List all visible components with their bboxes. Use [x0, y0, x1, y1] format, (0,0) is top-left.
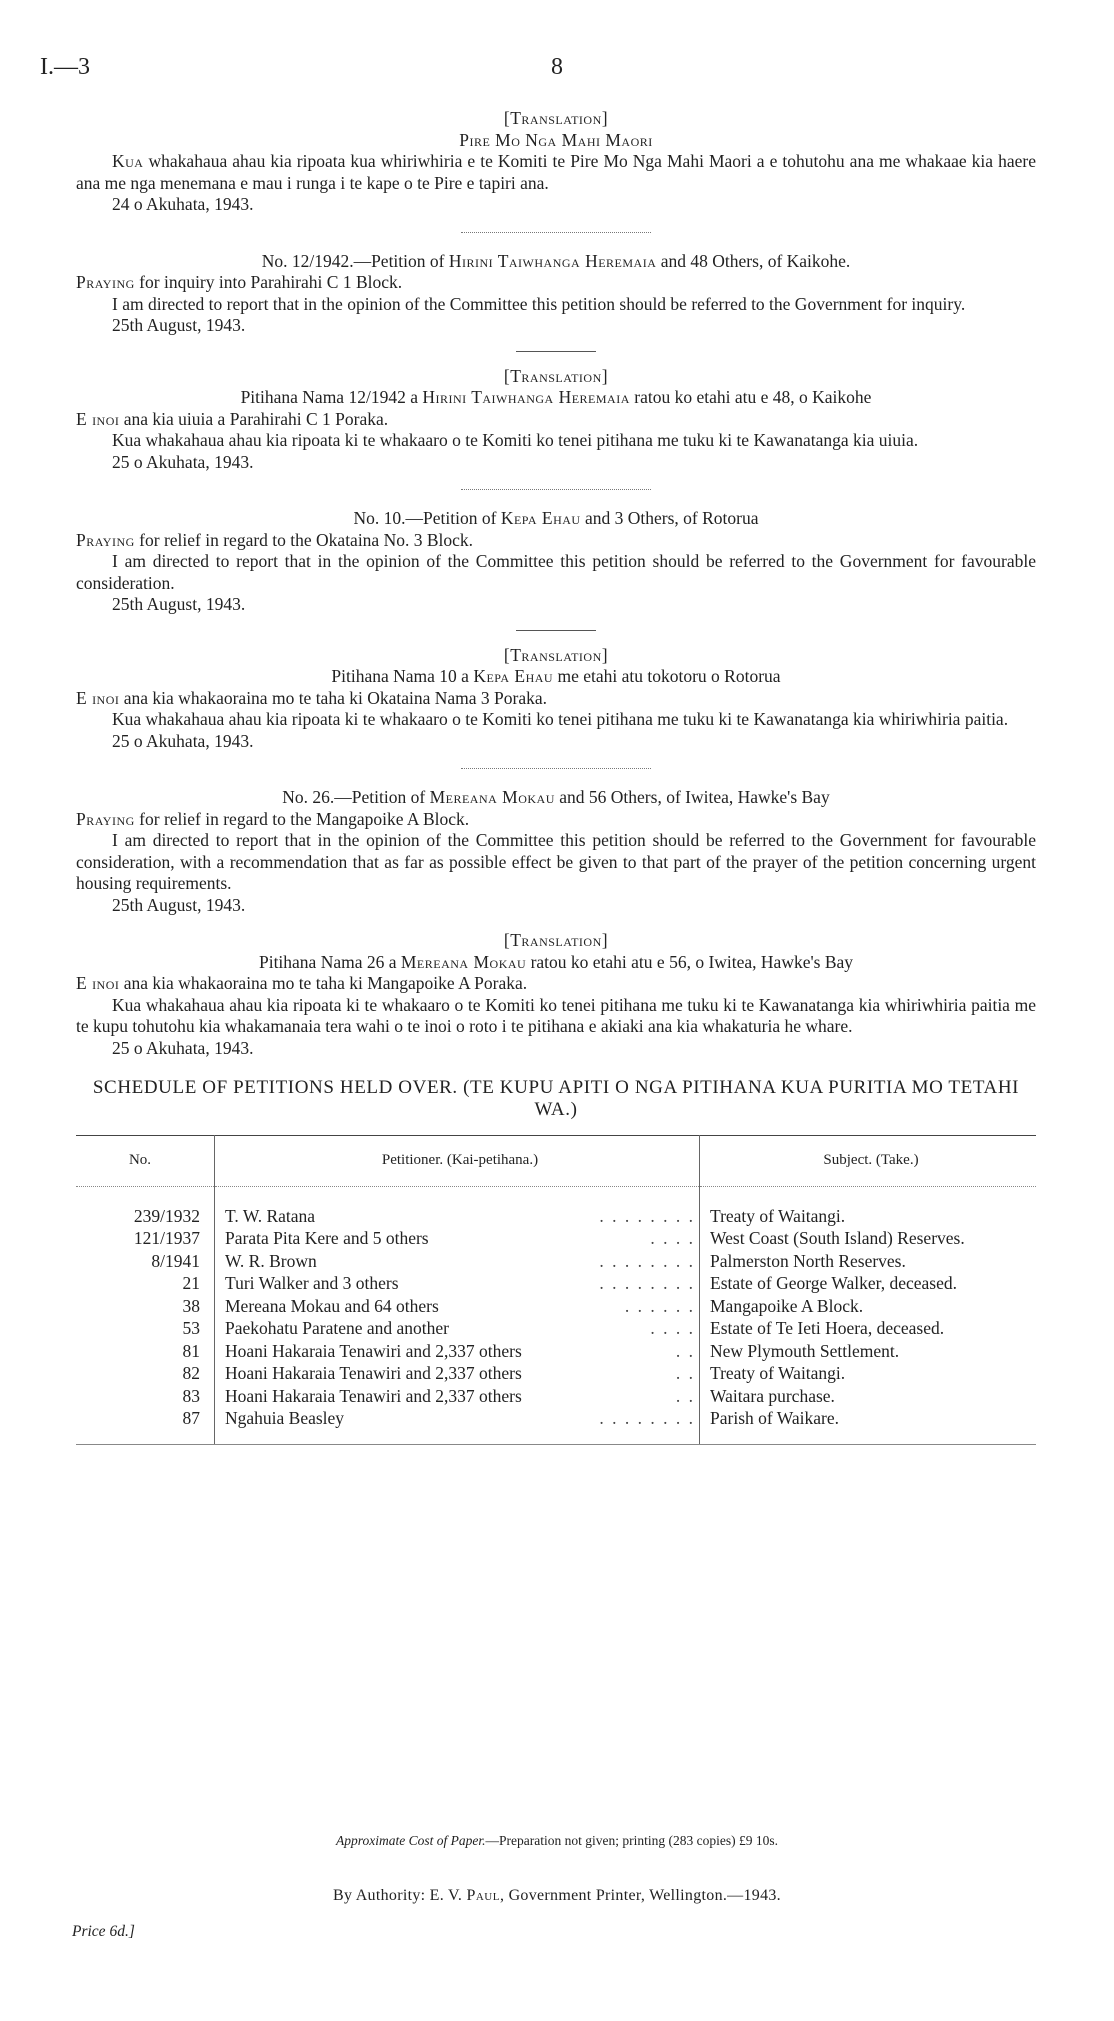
report-paragraph: I am directed to report that in the opinion of the Committee this petition should be referred to the Government for inquiry. — [112, 293, 966, 314]
heading-text: No. 12/1942.—Petition of — [261, 250, 449, 271]
praying-line — [76, 272, 1036, 294]
printer-name: Paul — [466, 1887, 500, 1904]
heading-text: Pitihana Nama 26 a — [258, 951, 401, 972]
petition-heading — [76, 666, 1036, 688]
heading-text: No. 26.—Petition of — [282, 787, 430, 807]
price: Price 6d.] — [72, 1923, 135, 1940]
row-number: 21 — [76, 1272, 215, 1295]
inoi-line — [76, 688, 1036, 710]
row-petitioner-cell — [215, 1340, 700, 1363]
report-paragraph: I am directed to report that in the opinion of the Committee this petition should be referred to the Government for favourable consideration, with a recommendation that as far as possible effect be given to that part of the prayer of the petition concerning urgent housing requirements. — [76, 830, 1036, 893]
translation-label: [Translation] — [503, 365, 609, 386]
leader-dots: . . . . — [650, 1318, 695, 1338]
praying-text: for relief in regard to the Okataina No. 3 Block. — [134, 529, 474, 550]
row-subject: Treaty of Waitangi. — [710, 1363, 846, 1383]
schedule-body — [76, 1186, 1036, 1444]
praying-line — [76, 809, 1036, 831]
schedule-title: SCHEDULE OF PETITIONS HELD OVER. (TE KUPU APITI O NGA PITIHANA KUA PURITIA MO TETAHI WA.) — [92, 1077, 1020, 1120]
column-header-subject: Subject. (Take.) — [700, 1136, 1037, 1187]
heading-text: and 3 Others, of Rotorua — [580, 508, 759, 528]
row-subject: Estate of George Walker, deceased. — [710, 1273, 957, 1293]
table-row — [76, 1227, 1036, 1250]
table-row — [76, 1250, 1036, 1273]
leader-dots: . . — [675, 1385, 695, 1406]
section-divider — [461, 489, 651, 490]
inoi-line — [76, 409, 1036, 431]
leader-dots: . . . . . . . . — [599, 1205, 695, 1226]
petitioner-name: Mereana Mokau — [429, 787, 555, 807]
row-number: 38 — [76, 1295, 215, 1318]
row-petitioner: Paekohatu Paratene and another — [225, 1318, 450, 1338]
short-rule — [516, 630, 596, 631]
leader-dots: . . — [675, 1363, 695, 1383]
row-petitioner: Parata Pita Kere and 5 others — [225, 1228, 429, 1248]
table-end-row — [76, 1430, 1036, 1445]
table-row — [76, 1340, 1036, 1363]
table-row — [76, 1407, 1036, 1430]
leader-dots: . . . . . . . . — [599, 1408, 695, 1428]
row-petitioner-cell — [215, 1205, 700, 1228]
report-paragraph: Kua whakahaua ahau kia ripoata ki te whakaaro o te Komiti ko tenei pitihana me tuku ki te Kawanatanga kia uiuia. — [112, 430, 919, 450]
table-row — [76, 1272, 1036, 1295]
row-petitioner: Mereana Mokau and 64 others — [225, 1295, 439, 1316]
row-petitioner-cell — [215, 1362, 700, 1385]
petition-heading — [76, 508, 1036, 530]
authority-text: , Government Printer, Wellington.—1943. — [499, 1887, 781, 1904]
cost-footnote — [0, 1833, 1114, 1849]
schedule-table — [76, 1135, 1036, 1445]
row-number: 239/1932 — [76, 1205, 215, 1228]
section-divider — [461, 232, 651, 233]
bill-title: Pire Mo Nga Mahi Maori — [459, 129, 653, 150]
row-number: 81 — [76, 1340, 215, 1363]
report-paragraph: Kua whakahaua ahau kia ripoata ki te whakaaro o te Komiti ko tenei pitihana me tuku ki te Kawanatanga kia whiriwhiria paitia me te kupu tohutohu kia whakamanaia tera wahi o te inoi o roto i te pitihana e akiaki ana kia whakaturia he whare. — [76, 994, 1036, 1036]
petition-heading — [76, 387, 1036, 409]
printer-authority — [0, 1887, 1114, 1905]
row-petitioner: Hoani Hakaraia Tenawiri and 2,337 others — [225, 1363, 522, 1383]
praying-lead: Praying — [76, 272, 135, 292]
petition-heading — [76, 952, 1036, 974]
petitioner-name: Kepa Ehau — [473, 666, 554, 686]
row-subject: Palmerston North Reserves. — [710, 1250, 906, 1271]
heading-text: me etahi atu tokotoru o Rotorua — [553, 666, 781, 686]
petition-heading — [76, 251, 1036, 273]
translation-label: [Translation] — [503, 930, 609, 950]
row-number: 87 — [76, 1407, 215, 1430]
intro-date: 24 o Akuhata, 1943. — [112, 194, 254, 214]
heading-text: No. 10.—Petition of — [353, 508, 501, 528]
end-cell — [215, 1430, 700, 1445]
report-date: 25th August, 1943. — [112, 894, 246, 915]
petitioner-name: Hirini Taiwhanga Heremaia — [448, 250, 657, 271]
heading-text: ratou ko etahi atu e 48, o Kaikohe — [629, 387, 872, 407]
report-paragraph: I am directed to report that in the opinion of the Committee this petition should be referred to the Government for favourable consideration. — [76, 551, 1036, 593]
spacer-row — [76, 1186, 1036, 1205]
report-paragraph: Kua whakahaua ahau kia ripoata ki te whakaaro o te Komiti ko tenei pitihana me tuku ki te Kawanatanga kia whiriwhiria paitia. — [112, 709, 1009, 729]
row-number: 82 — [76, 1362, 215, 1385]
spacer-cell — [76, 1186, 215, 1205]
column-header-petitioner: Petitioner. (Kai-petihana.) — [215, 1136, 700, 1187]
table-row — [76, 1317, 1036, 1340]
cost-label: Approximate Cost of Paper. — [336, 1833, 486, 1848]
row-petitioner: Ngahuia Beasley — [225, 1408, 345, 1428]
petitioner-name: Hirini Taiwhanga Heremaia — [422, 387, 630, 407]
row-number: 8/1941 — [76, 1250, 215, 1273]
inoi-text: ana kia whakaoraina mo te taha ki Mangapoike A Poraka. — [119, 973, 528, 993]
row-petitioner: Turi Walker and 3 others — [225, 1273, 399, 1293]
heading-text: ratou ko etahi atu e 56, o Iwitea, Hawke's Bay — [526, 951, 854, 972]
row-petitioner-cell — [215, 1295, 700, 1318]
praying-lead: Praying — [76, 529, 135, 550]
report-date: 25 o Akuhata, 1943. — [112, 730, 254, 751]
row-petitioner: Hoani Hakaraia Tenawiri and 2,337 others — [225, 1385, 522, 1406]
leader-dots: . . . . . . . . — [599, 1250, 695, 1271]
end-cell — [76, 1430, 215, 1445]
heading-text: and 56 Others, of Iwitea, Hawke's Bay — [554, 787, 830, 807]
translation-label: [Translation] — [503, 644, 609, 665]
row-petitioner-cell — [215, 1250, 700, 1273]
cost-text: —Preparation not given; printing (283 copies) £9 10s. — [485, 1833, 778, 1848]
row-subject: West Coast (South Island) Reserves. — [710, 1228, 965, 1248]
inoi-text: ana kia uiuia a Parahirahi C 1 Poraka. — [119, 408, 389, 429]
document-body — [76, 108, 1036, 1445]
table-row — [76, 1295, 1036, 1318]
praying-lead: Praying — [76, 808, 135, 829]
spacer-cell — [700, 1186, 1037, 1205]
spacer — [76, 916, 1036, 930]
section-divider — [461, 768, 651, 769]
report-date: 25 o Akuhata, 1943. — [112, 1037, 254, 1058]
report-date: 25th August, 1943. — [112, 594, 246, 614]
intro-text: whakahaua ahau kia ripoata kua whiriwhiria e te Komiti te Pire Mo Nga Mahi Maori a e tohutohu ana me whakaae kia haere ana me nga menemana e mau i runga i te kape o te Pire e tapiri ana. — [76, 151, 1036, 193]
inoi-lead: E inoi — [76, 687, 120, 708]
inoi-line — [76, 973, 1036, 995]
table-row — [76, 1205, 1036, 1228]
row-number: 53 — [76, 1317, 215, 1340]
petition-heading — [76, 787, 1036, 809]
inoi-lead: E inoi — [76, 973, 120, 993]
schedule-header-row — [76, 1136, 1036, 1187]
leader-dots: . . — [675, 1340, 695, 1361]
row-petitioner-cell — [215, 1317, 700, 1340]
short-rule — [516, 351, 596, 352]
leader-dots: . . . . . . . . — [599, 1273, 695, 1293]
intro-paragraph — [76, 151, 1036, 194]
row-subject: New Plymouth Settlement. — [710, 1340, 900, 1361]
heading-text: Pitihana Nama 12/1942 a — [240, 387, 423, 407]
row-subject: Waitara purchase. — [710, 1385, 835, 1406]
row-petitioner-cell — [215, 1227, 700, 1250]
row-petitioner: Hoani Hakaraia Tenawiri and 2,337 others — [225, 1340, 522, 1361]
table-row — [76, 1362, 1036, 1385]
inoi-text: ana kia whakaoraina mo te taha ki Okataina Nama 3 Poraka. — [119, 687, 547, 708]
report-date: 25th August, 1943. — [112, 315, 246, 335]
row-subject: Estate of Te Ieti Hoera, deceased. — [710, 1318, 945, 1338]
row-petitioner: W. R. Brown — [225, 1250, 317, 1271]
petitioner-name: Kepa Ehau — [500, 508, 581, 528]
leader-dots: . . . . — [650, 1228, 695, 1248]
leader-dots: . . . . . . — [624, 1295, 695, 1316]
column-header-no: No. — [76, 1136, 215, 1187]
report-date: 25 o Akuhata, 1943. — [112, 451, 254, 472]
praying-text: for relief in regard to the Mangapoike A Block. — [134, 808, 470, 829]
heading-text: Pitihana Nama 10 a — [331, 666, 474, 686]
row-petitioner: T. W. Ratana — [225, 1205, 316, 1226]
praying-line — [76, 530, 1036, 552]
series-reference: I.—3 — [40, 54, 90, 80]
inoi-lead: E inoi — [76, 408, 120, 429]
row-number: 121/1937 — [76, 1227, 215, 1250]
end-cell — [700, 1430, 1037, 1445]
praying-text: for inquiry into Parahirahi C 1 Block. — [134, 272, 403, 292]
translation-label: [Translation] — [503, 108, 609, 128]
petitioner-name: Mereana Mokau — [400, 951, 527, 972]
authority-text: By Authority: E. V. — [333, 1887, 467, 1904]
row-petitioner-cell — [215, 1385, 700, 1408]
page-number: 8 — [551, 54, 563, 80]
intro-lead: Kua — [112, 151, 144, 171]
row-subject: Treaty of Waitangi. — [710, 1205, 846, 1226]
row-subject: Parish of Waikare. — [710, 1408, 839, 1428]
row-number: 83 — [76, 1385, 215, 1408]
row-subject: Mangapoike A Block. — [710, 1295, 864, 1316]
spacer-cell — [215, 1186, 700, 1205]
table-row — [76, 1385, 1036, 1408]
row-petitioner-cell — [215, 1272, 700, 1295]
heading-text: and 48 Others, of Kaikohe. — [656, 250, 851, 271]
row-petitioner-cell — [215, 1407, 700, 1430]
